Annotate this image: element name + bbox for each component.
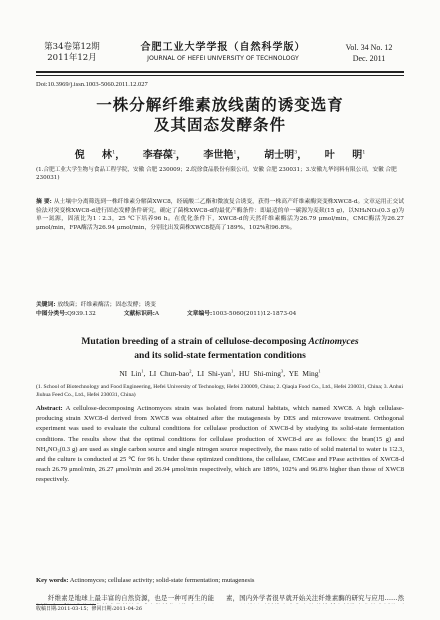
volume-cn: 第34卷第12期 xyxy=(44,42,100,52)
author-cn: 叶 明$^1$ xyxy=(324,149,366,161)
keywords-cn-label: 关键词: xyxy=(36,302,56,308)
title-cn-line-1: 一株分解纤维素放线菌的诱变选育 xyxy=(96,95,344,114)
keywords-cn xyxy=(36,301,404,310)
author-en: LI Shi-yan$^1$, xyxy=(197,369,236,379)
author-en: NI Lin$^1$, xyxy=(119,369,146,379)
keywords-en xyxy=(36,576,404,585)
abstract-en xyxy=(36,404,404,486)
affiliation-en: (1. School of Biotechnology and Food Engineering, Hefei University of Technology, Hefei 230009, China; 2. Qiaqia Food Co., Ltd., Hefei 230031, China; 3. Anhui Jiuhua Feed Co., Ltd., Hefei 230031, China) xyxy=(36,384,404,398)
author-en: LI Chun-bao$^2$, xyxy=(149,369,194,379)
document-code: 文献标识码:A xyxy=(123,311,160,317)
footnote-rule xyxy=(36,604,96,605)
author-cn: 倪 林$^1$， xyxy=(74,149,126,161)
title-en-line-1: Mutation breeding of a strain of cellulose-decomposing Actinomyces xyxy=(81,336,359,347)
volume-en: Vol. 34 No. 12 xyxy=(345,43,393,52)
abstract-en-label: Abstract: xyxy=(36,405,63,412)
journal-name xyxy=(118,42,328,64)
authors-cn xyxy=(36,146,404,161)
body-text-right: 素，国内外学者很早就开始关注纤维素酶的研究与应用……然 xyxy=(226,594,404,602)
keywords-en-label: Key words: xyxy=(36,577,69,584)
authors-en xyxy=(36,369,404,378)
abstract-cn xyxy=(36,198,404,232)
clc-number: 中图分类号:Q939.132 xyxy=(36,311,96,317)
affiliation-cn: (1.合肥工业大学生物与食品工程学院，安徽 合肥 230009；2.皖徐食品股份有限公司，安徽 合肥 230031；3.安徽九华饲料有限公司，安徽 合肥 230031) xyxy=(36,167,397,181)
title-cn-line-2: 及其固态发酵条件 xyxy=(153,115,286,134)
journal-name-cn: 合肥工业大学学报（自然科学版） xyxy=(140,42,306,53)
journal-name-en: JOURNAL OF HEFEI UNIVERSITY OF TECHNOLOGY xyxy=(147,55,299,62)
header-rule-thick xyxy=(36,71,404,73)
keywords-cn-text: 放线菌；纤维素酶活；固态发酵；诱变 xyxy=(57,302,156,308)
date-en: Dec. 2011 xyxy=(352,54,386,63)
header-rule-thin xyxy=(36,75,404,76)
keywords-en-text: Actinomyces; cellulase activity; solid-state fermentation; mutagenesis xyxy=(69,577,255,584)
issue-info-en xyxy=(334,42,404,64)
author-cn: 胡士明$^3$， xyxy=(264,149,308,161)
running-header xyxy=(36,42,404,70)
title-cn xyxy=(36,95,404,135)
issue-info-cn xyxy=(36,42,108,64)
abstract-cn-label: 摘 要: xyxy=(36,199,52,205)
abstract-en-text: A cellulose-decomposing Actinomyces strain was isolated from natural habitats, which named XWC8. A high cellulase-producing strain XWC8-d derived from XWC8 was obtained after the mutagenesis by DES and microwave treatment. Orthogonal experiment was used to evaluate the cultural conditions for cellulase production of XWC8-d by studying its solid-state fermentation conditions. The results show that the optimal conditions for cellulase production of XWC8-d are as follows: the bran(15 g) and NH₄NO₃(0.3 g) are used as single carbon source and single nitrogen source respectively, the mass ratio of solid material to water is 1∶2.3, and the culture is conducted at 25 ℃ for 96 h. Under these optimized conditions, the cellulase, CMCase and FPase activities of XWC8-d reach 26.79 μmol/min, 26.27 μmol/min and 26.94 μmol/min respectively, which are 189%, 102% and 96.8% higher than those of XWC8 respectively. xyxy=(36,405,404,484)
title-en xyxy=(36,335,404,363)
author-en: YE Ming$^1$ xyxy=(288,369,321,379)
doi: Doi:10.3969/j.issn.1003-5060.2011.12.027 xyxy=(36,81,148,88)
author-cn: 李世艳$^1$， xyxy=(203,149,247,161)
date-cn: 2011年12月 xyxy=(47,53,97,63)
article-number: 文章编号:1003-5060(2011)12-1873-04 xyxy=(186,311,297,317)
author-en: HU Shi-ming$^3$, xyxy=(238,369,286,379)
body-text-left: 纤维素是地球上最丰富的自然资源，也是一种可再生的能 xyxy=(48,594,214,602)
footnote: 收稿日期:2011-03-15；修回日期:2011-04-26 xyxy=(36,606,143,612)
author-cn: 李春葆$^2$， xyxy=(142,149,186,161)
abstract-cn-text: 从土壤中分离筛选到一株纤维素分解菌XWC8，经硫酸二乙酯和微波复合诱变，获得一株高产纤维素酶突变株XWC8-d。文章运用正交试验法对突变株XWC8-d进行固态发酵条件研究，确定了菌株XWC8-d的最优产酶条件：即最适的单一碳源为麦麸(15 g)，以NH₄NO₃(0.3 g)为单一氮源，固液比为1∶2.3，25 ℃下培养96 h。在优化条件下，XWC8-d的天然纤维素酶活为26.79 μmol/min，CMC酶活为26.27 μmol/min，FPA酶活为26.94 μmol/min，分别比出发菌株XWC8提高了189%、102%和96.8%。 xyxy=(36,199,404,231)
title-en-line-2: and its solid-state fermentation conditions xyxy=(134,350,306,361)
classification-line xyxy=(36,310,404,319)
